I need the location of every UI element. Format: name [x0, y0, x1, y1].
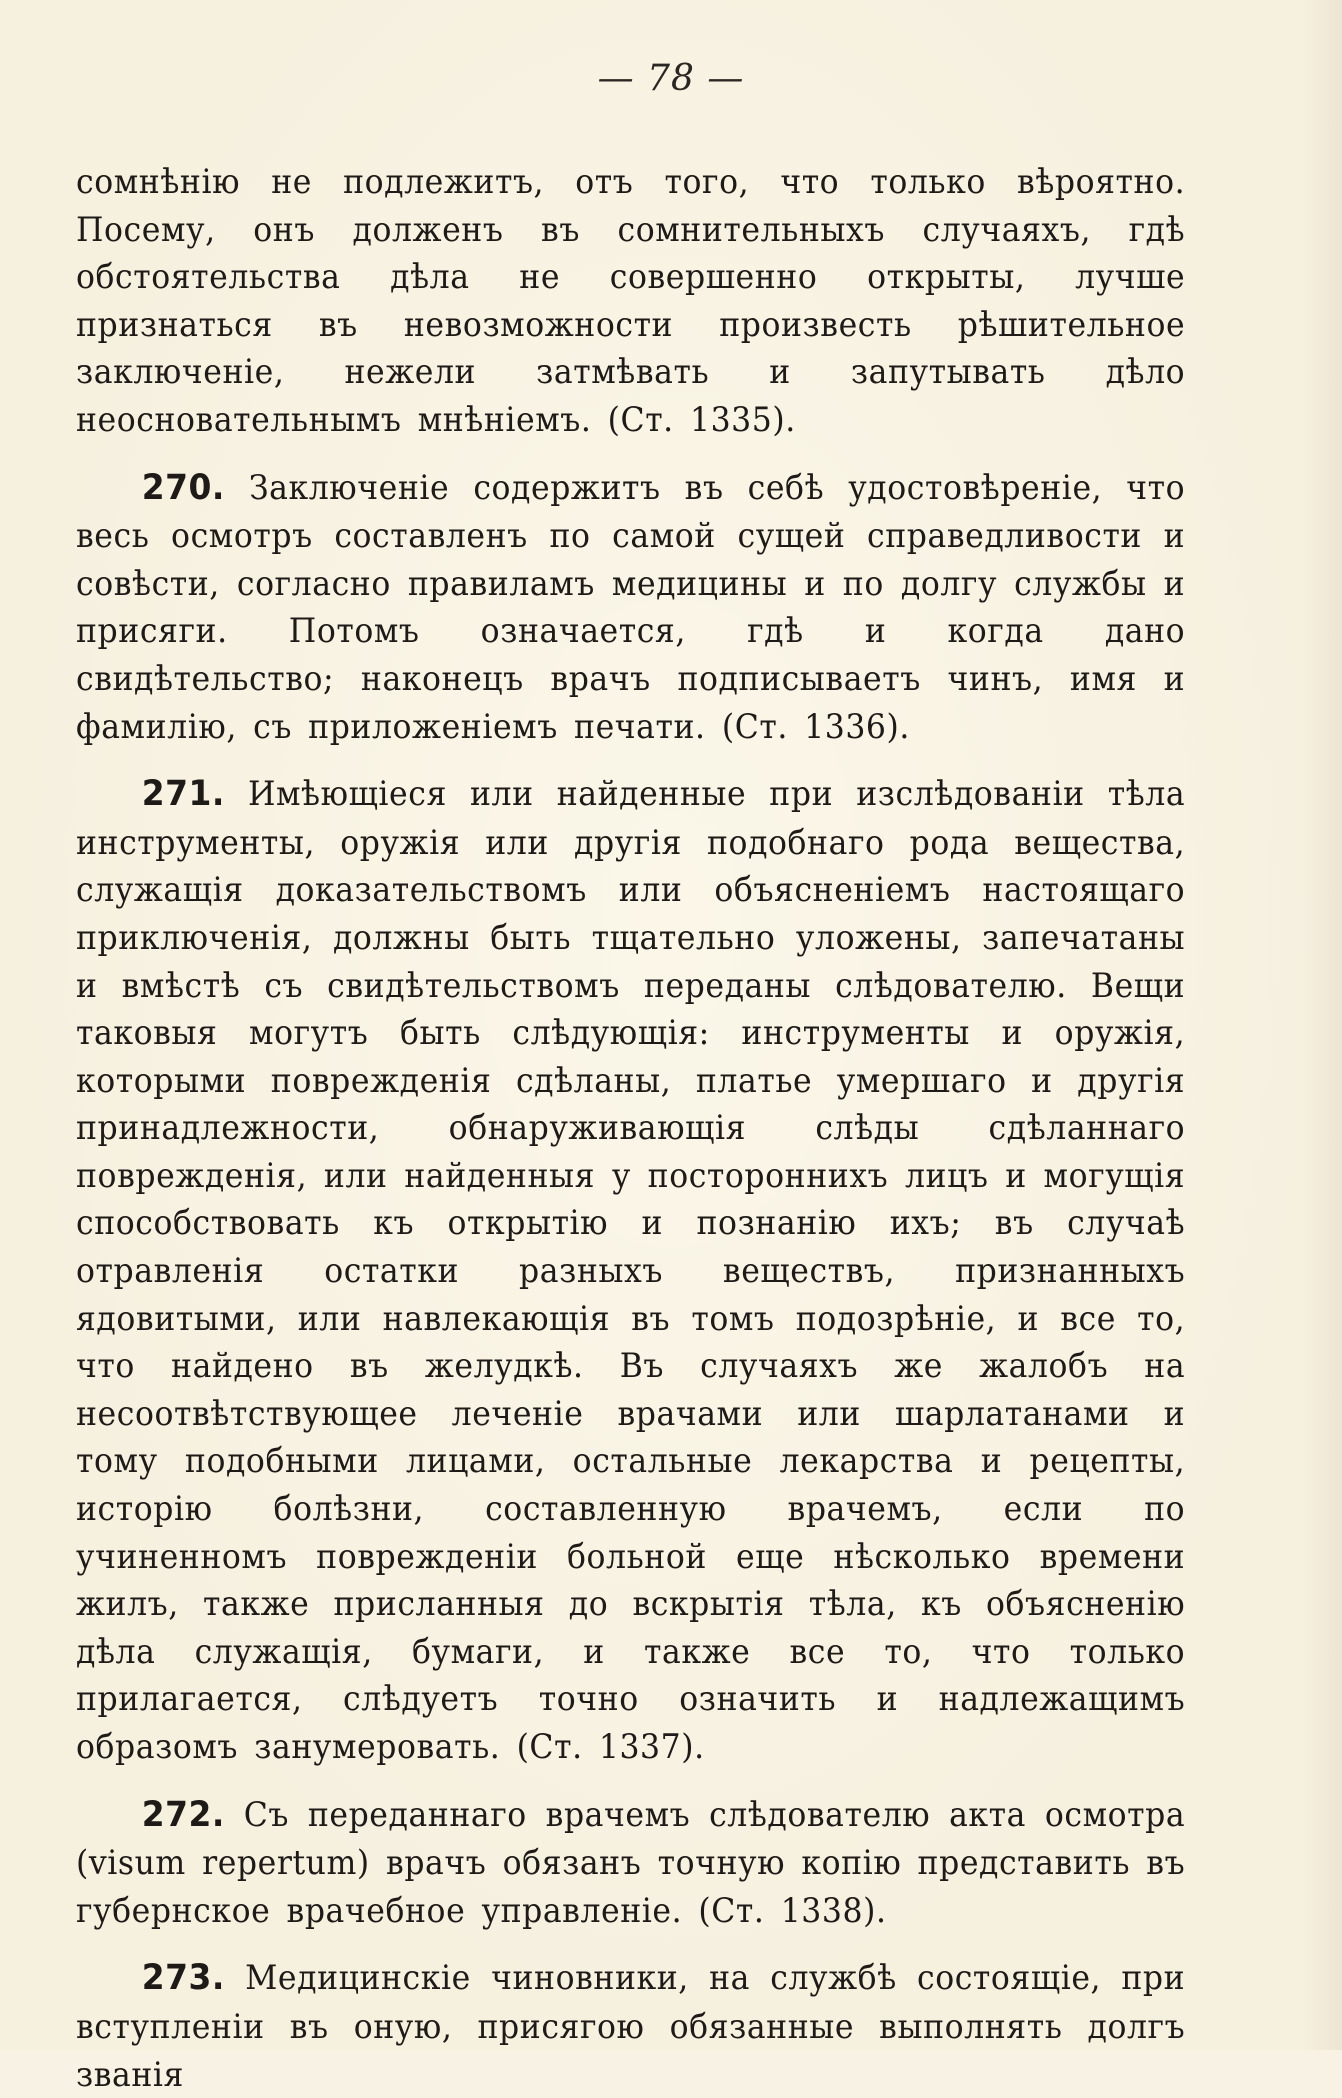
paragraph-number-dot: .	[211, 467, 225, 508]
paragraph-text: Съ переданнаго врачемъ слѣдователю акта осмотра (visum repertum) врачъ обязанъ точную копію представить въ губернское врачебное управленіе. (Ст. 1338).	[76, 1794, 1186, 1930]
paragraph-270	[76, 464, 1185, 751]
paragraph-number: 270	[141, 467, 212, 508]
page-edge-shadow	[1302, 0, 1342, 2050]
paragraph-number-dot: .	[211, 1794, 225, 1835]
paragraph-number-dot: .	[211, 1958, 225, 1999]
paragraph-271	[76, 770, 1185, 1770]
paragraph-number-dot: .	[211, 774, 225, 815]
paragraph-273	[76, 1954, 1185, 2098]
paragraph-text: Заключеніе содержитъ въ себѣ удостовѣреніе, что весь осмотръ составленъ по самой сущей справедливости и совѣсти, согласно правиламъ медицины и по долгу службы и присяги. Потомъ означается, гдѣ и когда дано свидѣтельство; наконецъ врачъ подписываетъ чинъ, имя и фамилію, съ приложеніемъ печати. (Ст. 1336).	[76, 467, 1186, 746]
paragraph-272	[76, 1791, 1185, 1935]
paragraph-continuation	[76, 158, 1185, 444]
paragraph-text: Медицинскіе чиновники, на службѣ состоящіе, при вступленіи въ оную, присягою обязанные выполнять долгъ званія	[76, 1958, 1186, 2094]
page-text	[76, 158, 1185, 2098]
paragraph-text: Имѣющіеся или найденные при изслѣдованіи тѣла инструменты, оружія или другія подобнаго рода вещества, служащія доказательствомъ или объясненіемъ настоящаго приключенія, должны быть тщательно уложены, запечатаны и вмѣстѣ съ свидѣтельствомъ переданы слѣдователю. Вещи таковыя могутъ быть слѣдующія: инструменты и оружія, которыми поврежденія сдѣланы, платье умершаго и другія принадлежности, обнаруживающія слѣды сдѣланнаго поврежденія, или найденныя у постороннихъ лицъ и могущія способствовать къ открытію и познанію ихъ; въ случаѣ отравленія остатки разныхъ веществъ, признанныхъ ядовитыми, или навлекающія въ томъ подозрѣніе, и все то, что найдено въ желудкѣ. Въ случаяхъ же жалобъ на несоотвѣтствующее леченіе врачами или шарлатанами и тому подобными лицами, остальные лекарства и рецепты, исторію болѣзни, составленную врачемъ, если по учиненномъ поврежденіи больной еще нѣсколько времени жилъ, также присланныя до вскрытія тѣла, къ объясненію дѣла служащія, бумаги, и также все то, что только прилагается, слѣдуетъ точно означить и надлежащимъ образомъ занумеровать. (Ст. 1337).	[76, 774, 1186, 1766]
paragraph-number: 272	[141, 1794, 212, 1835]
paragraph-text: сомнѣнію не подлежитъ, отъ того, что только вѣроятно. Посему, онъ долженъ въ сомнительныхъ случаяхъ, гдѣ обстоятельства дѣла не совершенно открыты, лучше признаться въ невозможности произвесть рѣшительное заключеніе, нежели затмѣвать и запутывать дѣло неосновательнымъ мнѣніемъ. (Ст. 1335).	[76, 162, 1186, 439]
paragraph-number: 271	[141, 774, 212, 815]
paragraph-number: 273	[141, 1958, 212, 1999]
page-number: — 78 —	[597, 58, 745, 99]
